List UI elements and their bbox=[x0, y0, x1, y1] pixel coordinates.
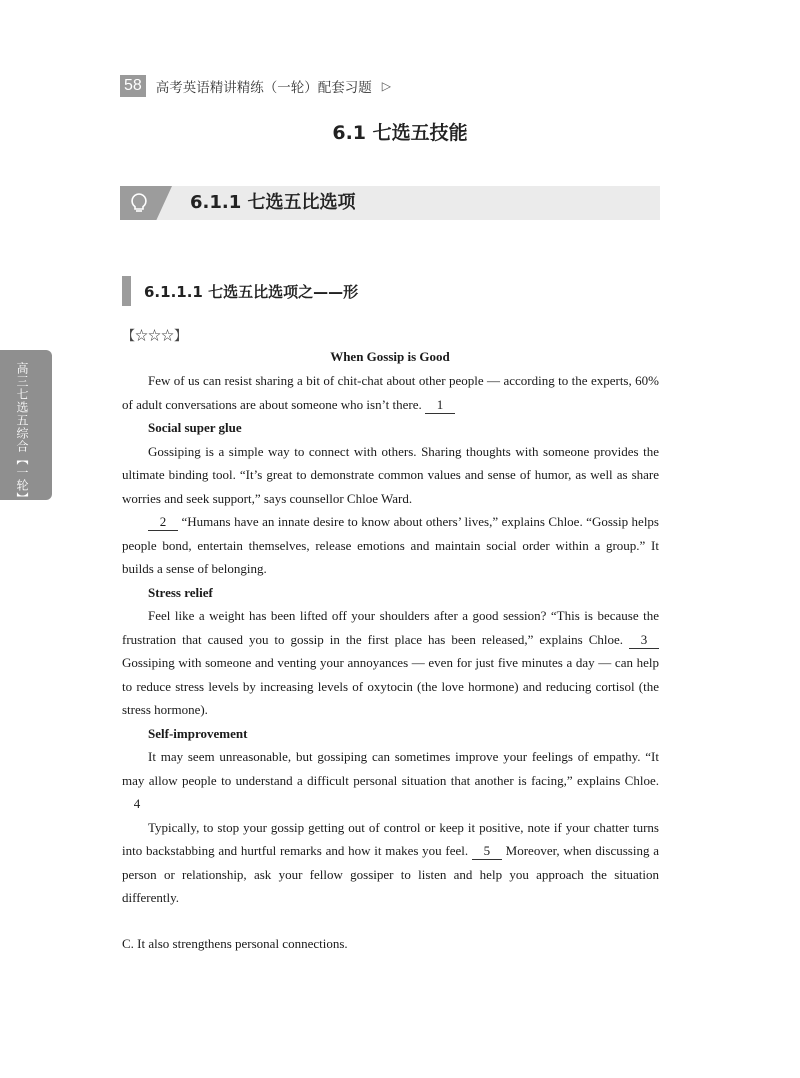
subheading-self: Self-improvement bbox=[148, 725, 248, 741]
subsubsection-heading bbox=[122, 276, 358, 306]
running-header bbox=[120, 74, 391, 98]
passage-title: When Gossip is Good bbox=[330, 349, 450, 364]
paragraph: Few of us can resist sharing a bit of chit-chat about other people — according to the experts, 60% of adult conversations are about someone who isn’t there. 1 bbox=[122, 373, 659, 412]
paragraph: Typically, to stop your gossip getting out of control or keep it positive, note if your chatter turns into backstabbing and hurtful remarks and how it makes you feel. 5 Moreover, when discussing a person or relationship, ask your fellow gossiper to listen and help you approach the situation differently. bbox=[122, 819, 659, 905]
paragraph: Feel like a weight has been lifted off your shoulders after a good session? “This is because the frustration that caused you to gossip in the first place has been released,” explains Chloe. 3 Gossiping with someone and venting your annoyances — even for just five minutes a day — can help to reduce stress levels by increasing levels of oxytocin (the love hormone) and reducing cortisol (the stress hormone). bbox=[122, 608, 659, 717]
blank-4: 4 bbox=[133, 796, 141, 811]
option-c: C. It also strengthens personal connections. bbox=[122, 936, 348, 951]
play-arrow-icon: ▷ bbox=[381, 79, 392, 93]
lightbulb-icon bbox=[126, 190, 152, 216]
passage-body bbox=[122, 369, 659, 910]
subheading-social: Social super glue bbox=[148, 420, 242, 435]
subheading-stress: Stress relief bbox=[148, 584, 213, 600]
subsection-title: 6.1.1 七选五比选项 bbox=[190, 192, 356, 213]
paragraph: Gossiping is a simple way to connect with others. Sharing thoughts with someone provides the ultimate binding tool. “It’s great to demonstrate common values and sense of humor, as well as share worries and seek support,” says counsellor Chloe Ward. bbox=[122, 443, 659, 506]
blank-5: 5 bbox=[472, 842, 502, 860]
book-title: 高考英语精讲精练（一轮）配套习题 bbox=[155, 80, 372, 96]
blank-3: 3 bbox=[629, 631, 659, 649]
blank-1: 1 bbox=[425, 396, 455, 414]
section-title: 6.1 七选五技能 bbox=[332, 122, 468, 144]
difficulty-rating: 【☆☆☆】 bbox=[122, 328, 188, 343]
side-tab-label: 高三七选五综合【一轮】 bbox=[15, 362, 29, 505]
paragraph: It may seem unreasonable, but gossiping can sometimes improve your feelings of empathy. “It may allow people to understand a difficult personal situation that another is facing,” explains Chloe. 4 bbox=[122, 749, 659, 811]
page-number: 58 bbox=[120, 75, 146, 97]
subsubsection-title: 6.1.1.1 七选五比选项之——形 bbox=[144, 282, 359, 301]
heading-marker bbox=[122, 276, 131, 306]
blank-2: 2 bbox=[148, 513, 178, 531]
subsection-banner bbox=[120, 186, 660, 220]
paragraph: 2 “Humans have an innate desire to know about others’ lives,” explains Chloe. “Gossip helps people bond, entertain themselves, release emotions and maintain social order within a group.” It builds a sense of belonging. bbox=[122, 514, 659, 576]
side-tab bbox=[0, 350, 52, 505]
